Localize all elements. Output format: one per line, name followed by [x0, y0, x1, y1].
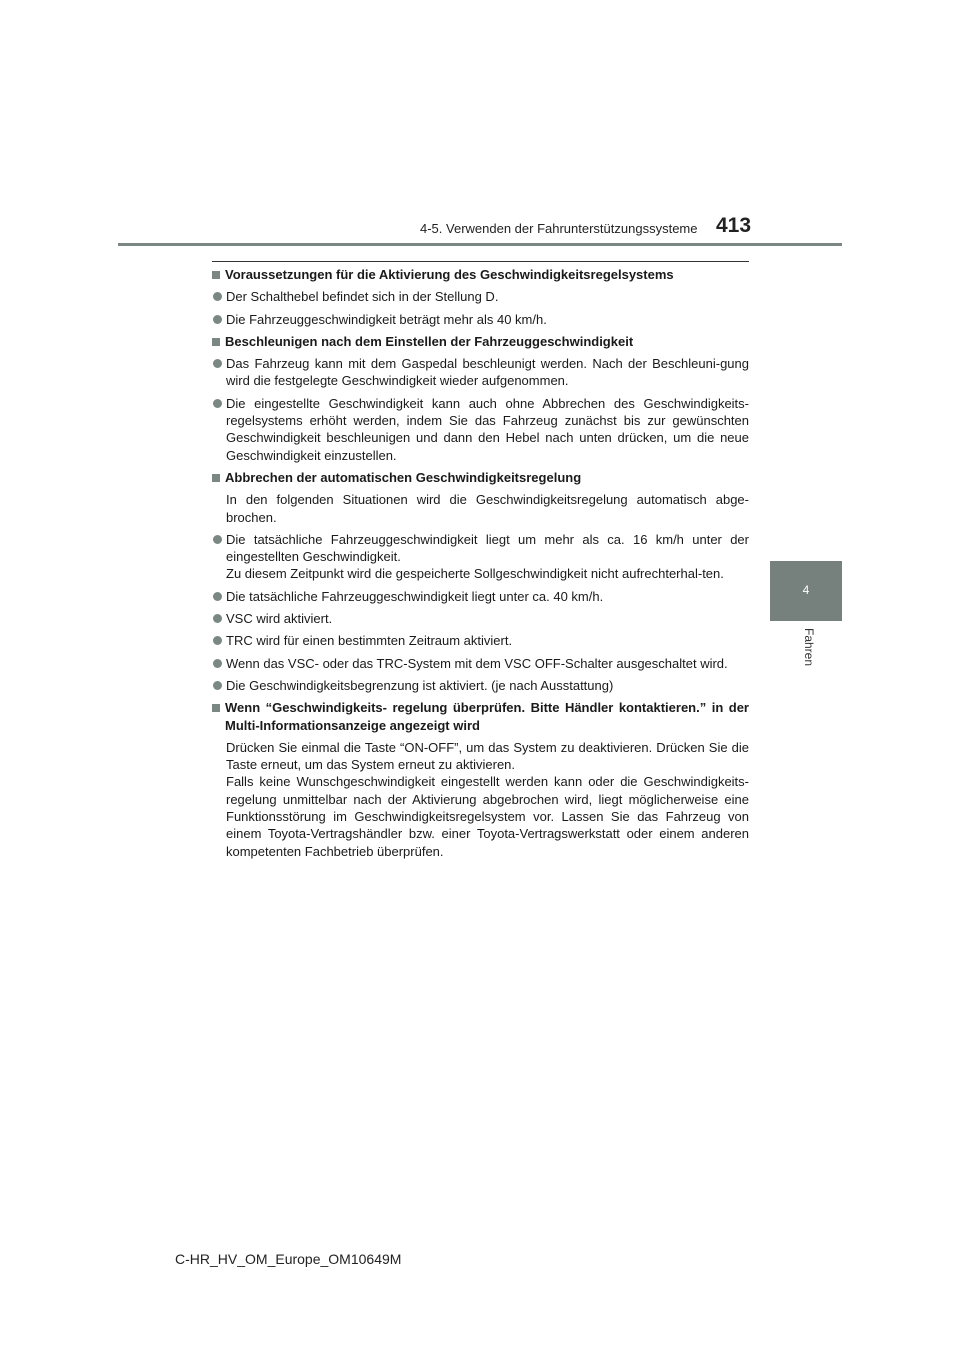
- list-item-text: Die eingestellte Geschwindigkeit kann auch ohne Abbrechen des Geschwindigkeits-regelsystems erhöht werden, indem Sie das Fahrzeug zunächst bis zur gewünschten Geschwindigkeit beschleunigen und dann den Hebel nach unten drücken, um die neue Geschwindigkeit einzustellen.: [226, 395, 749, 463]
- list-item: [212, 288, 749, 305]
- list-item: [212, 588, 749, 605]
- circle-bullet-icon: [213, 681, 222, 690]
- section-heading: [212, 333, 749, 350]
- list-item-text: Das Fahrzeug kann mit dem Gaspedal beschleunigt werden. Nach der Beschleuni-gung wird die festgelegte Geschwindigkeit wieder aufgenommen.: [226, 356, 749, 389]
- list-item-text: Die Fahrzeuggeschwindigkeit beträgt mehr als 40 km/h.: [226, 311, 547, 327]
- list-item: [212, 655, 749, 672]
- square-bullet-icon: [212, 271, 220, 279]
- circle-bullet-icon: [213, 636, 222, 645]
- heading-text: Abbrechen der automatischen Geschwindigkeitsregelung: [225, 469, 582, 485]
- list-item-text: TRC wird für einen bestimmten Zeitraum aktiviert.: [226, 633, 513, 649]
- circle-bullet-icon: [213, 659, 222, 668]
- paragraph-text: Falls keine Wunschgeschwindigkeit eingestellt werden kann oder die Geschwindigkeits-regelung unmittelbar nach der Aktivierung abgebrochen wird, liegt möglicherweise eine Funktionsstörung im Geschwindigkeitsregelsystem vor. Lassen Sie das Fahrzeug von einem Toyota-Vertragshändler bzw. einer Toyota-Vertragswerkstatt oder einem anderen kompetenten Fachbetrieb überprüfen.: [226, 774, 749, 859]
- list-item: [212, 677, 749, 694]
- header-divider: [118, 243, 842, 246]
- list-item: [212, 311, 749, 328]
- list-item: [212, 632, 749, 649]
- list-item-text: Die Geschwindigkeitsbegrenzung ist aktiviert. (je nach Ausstattung): [226, 677, 614, 693]
- list-item-text: Die tatsächliche Fahrzeuggeschwindigkeit liegt um mehr als ca. 16 km/h unter der eingestellten Geschwindigkeit.: [226, 531, 749, 565]
- square-bullet-icon: [212, 474, 220, 482]
- circle-bullet-icon: [213, 292, 222, 301]
- list-item-text: VSC wird aktiviert.: [226, 611, 333, 627]
- chapter-label: Fahren: [802, 628, 816, 667]
- square-bullet-icon: [212, 704, 220, 712]
- content-top-divider: [212, 261, 749, 262]
- main-content: [212, 266, 749, 865]
- chapter-tab: [770, 561, 842, 621]
- circle-bullet-icon: [213, 315, 222, 324]
- heading-text: Voraussetzungen für die Aktivierung des Geschwindigkeitsregelsystems: [225, 267, 674, 282]
- list-item-text: Zu diesem Zeitpunkt wird die gespeicherte Sollgeschwindigkeit nicht aufrechterhal-ten.: [226, 566, 724, 582]
- section-heading: [212, 266, 749, 283]
- list-item: [212, 355, 749, 390]
- paragraph: In den folgenden Situationen wird die Geschwindigkeitsregelung automatisch abge-brochen.: [226, 492, 749, 525]
- section-heading: [212, 699, 749, 734]
- list-item: [212, 395, 749, 464]
- list-item: [212, 531, 749, 583]
- square-bullet-icon: [212, 338, 220, 346]
- heading-text: Wenn “Geschwindigkeits- regelung überprüfen. Bitte Händler kontaktieren.” in der Multi-Informationsanzeige angezeigt wird: [225, 700, 749, 733]
- list-item: [212, 610, 749, 627]
- document-code: C-HR_HV_OM_Europe_OM10649M: [175, 1251, 402, 1267]
- page-number: 413: [716, 214, 752, 237]
- section-title: 4-5. Verwenden der Fahrunterstützungssysteme: [420, 221, 698, 236]
- circle-bullet-icon: [213, 399, 222, 408]
- list-item-text: Der Schalthebel befindet sich in der Stellung D.: [226, 289, 499, 305]
- paragraph-text: Drücken Sie einmal die Taste “ON-OFF”, um das System zu deaktivieren. Drücken Sie die Taste erneut, um das System erneut zu aktivieren.: [226, 739, 749, 773]
- chapter-number: 4: [802, 583, 810, 597]
- heading-text: Beschleunigen nach dem Einstellen der Fahrzeuggeschwindigkeit: [225, 333, 634, 349]
- circle-bullet-icon: [213, 614, 222, 623]
- circle-bullet-icon: [213, 592, 222, 601]
- list-item-text: Die tatsächliche Fahrzeuggeschwindigkeit liegt unter ca. 40 km/h.: [226, 588, 604, 604]
- section-heading: [212, 469, 749, 486]
- circle-bullet-icon: [213, 535, 222, 544]
- paragraph: [212, 739, 749, 860]
- circle-bullet-icon: [213, 359, 222, 368]
- list-item-text: Wenn das VSC- oder das TRC-System mit dem VSC OFF-Schalter ausgeschaltet wird.: [226, 655, 728, 671]
